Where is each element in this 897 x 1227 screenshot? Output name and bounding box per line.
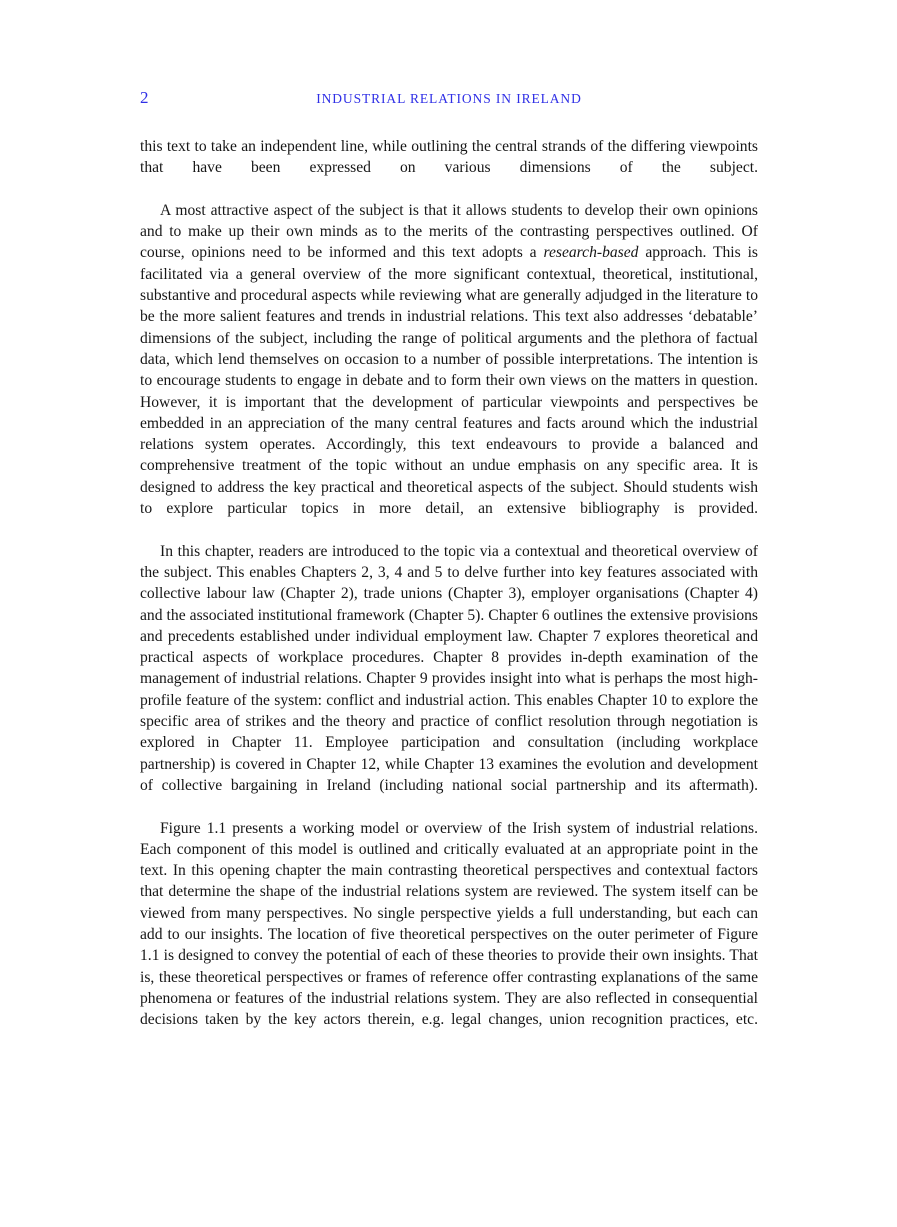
body-text — [140, 136, 758, 1052]
paragraph-2-italic-term: research-based — [543, 244, 639, 262]
paragraph-3: In this chapter, readers are introduced to the topic via a contextual and theoretical overview of the subject. This enables Chapters 2, 3, 4 and 5 to delve further into key features associated with collective labour law (Chapter 2), trade unions (Chapter 3), employer organisations (Chapter 4) and the associated institutional framework (Chapter 5). Chapter 6 outlines the extensive provisions and precedents established under individual employment law. Chapter 7 explores theoretical and practical aspects of workplace procedures. Chapter 8 provides in-depth examination of the management of industrial relations. Chapter 9 provides insight into what is perhaps the most high-profile feature of the system: conflict and industrial action. This enables Chapter 10 to explore the specific area of strikes and the theory and practice of conflict resolution through negotiation is explored in Chapter 11. Employee participation and consultation (including workplace partnership) is covered in Chapter 12, while Chapter 13 examines the evolution and development of collective bargaining in Ireland (including national social partnership and its aftermath). — [140, 542, 758, 794]
running-header — [140, 88, 758, 118]
paragraph-2-lead: A most attractive aspect of the subject is that it allows students to develop their own opinions and to make up their own minds as to the merits of the contrasting perspectives outlined. Of course, opinions need to be informed and this text adopts a — [140, 201, 758, 262]
page-number: 2 — [140, 88, 149, 107]
paragraph-2-tail: approach. This is facilitated via a general overview of the more significant contextual, theoretical, institutional, substantive and procedural aspects while reviewing what are generally adjudged in the literature to be the more salient features and trends in industrial relations. This text also addresses ‘debatable’ dimensions of the subject, including the range of political arguments and the plethora of factual data, which lend themselves on occasion to a number of possible interpretations. The intention is to encourage students to engage in debate and to form their own views on the matters in question. However, it is important that the development of particular viewpoints and perspectives be embedded in an appreciation of the many central features and facts around which the industrial relations system operates. Accordingly, this text endeavours to provide a balanced and comprehensive treatment of the topic without an undue emphasis on any specific area. It is designed to address the key practical and theoretical aspects of the subject. Should students wish to explore particular topics in more detail, an extensive bibliography is provided. — [140, 244, 758, 518]
running-head-title: INDUSTRIAL RELATIONS IN IRELAND — [316, 91, 582, 106]
paragraph-1: this text to take an independent line, while outlining the central strands of the differing viewpoints that have been expressed on various dimensions of the subject. — [140, 138, 758, 177]
page-content-frame — [140, 88, 758, 1052]
paragraph-2 — [140, 200, 758, 541]
paragraph-4: Figure 1.1 presents a working model or overview of the Irish system of industrial relations. Each component of this model is outlined and critically evaluated at an appropriate point in the text. In this opening chapter the main contrasting theoretical perspectives and contextual factors that determine the shape of the industrial relations system are reviewed. The system itself can be viewed from many perspectives. No single perspective yields a full understanding, but each can add to our insights. The location of five theoretical perspectives on the outer perimeter of Figure 1.1 is designed to convey the potential of each of these theories to provide their own insights. That is, these theoretical perspectives or frames of reference offer contrasting explanations of the same phenomena or features of the industrial relations system. They are also reflected in consequential decisions taken by the key actors therein, e.g. legal changes, union recognition practices, etc. — [140, 819, 758, 1029]
